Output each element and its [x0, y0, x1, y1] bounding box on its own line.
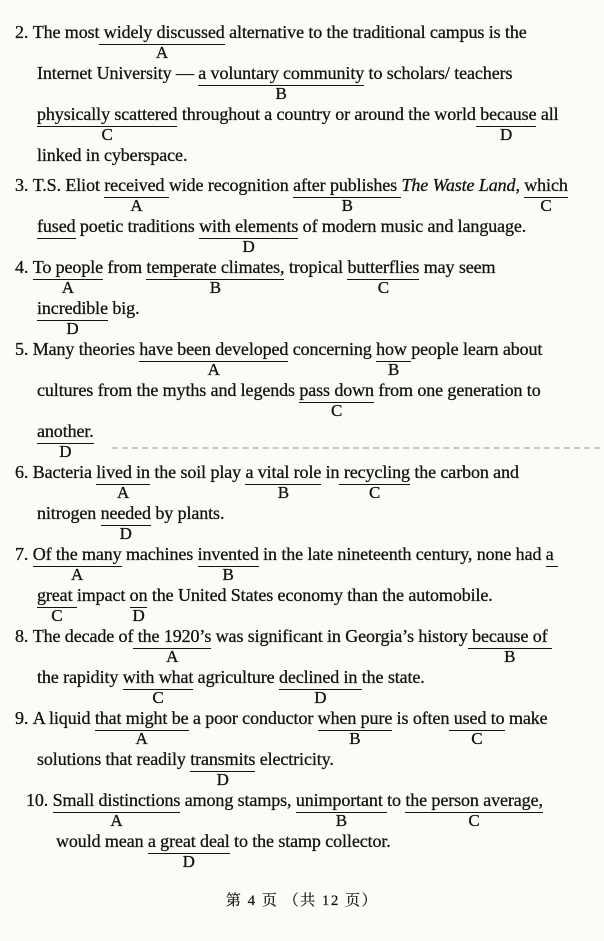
question-number: 5. [15, 339, 33, 359]
question-line-first [0, 256, 604, 297]
text-segment: Bacteria [32, 462, 97, 482]
text-segment: Internet University — [37, 63, 199, 83]
question-number: 3. [15, 175, 33, 195]
question-number: 9. [15, 708, 33, 728]
question-number: 2. [15, 22, 33, 42]
option-label-D: D [216, 770, 229, 789]
underline-text: unimportant [295, 790, 388, 810]
option-label-C: C [152, 688, 164, 707]
underline-text: temperate climates, [146, 257, 285, 277]
text-segment: people learn about [411, 339, 543, 359]
option-label-B: B [209, 278, 222, 297]
underline-text: declined in [278, 667, 362, 687]
text-segment: agriculture [193, 667, 279, 687]
question-line [0, 215, 604, 256]
option-label-D: D [66, 319, 79, 338]
question-number: 8. [15, 626, 33, 646]
option-label-C: C [471, 729, 483, 748]
underline-text: fused [37, 216, 76, 236]
underline-text: a vital role [245, 462, 322, 482]
text-segment: from one generation to [373, 380, 541, 400]
underline-text: a [545, 544, 559, 564]
text-segment: linked in cyberspace. [37, 145, 188, 165]
underline-text: which [524, 175, 568, 195]
question-line [0, 830, 604, 871]
text-segment: by plants. [150, 503, 225, 523]
option-label-B: B [341, 196, 353, 215]
text-segment: is often [392, 708, 450, 728]
text-segment: tropical [284, 257, 348, 277]
underlined-phrase [37, 584, 77, 625]
underline-text: lived in [96, 462, 150, 482]
option-label-D: D [119, 524, 132, 543]
underlined-phrase [32, 543, 122, 584]
underline-text: how [376, 339, 412, 359]
text-segment: wide recognition [168, 175, 294, 195]
question-line [0, 502, 604, 543]
question-number: 10. [26, 790, 53, 810]
text-segment: cultures from the myths and legends [37, 380, 300, 400]
question [0, 707, 604, 789]
question [0, 256, 604, 338]
underlined-phrase [317, 707, 393, 748]
text-segment: electricity. [255, 749, 334, 769]
text-segment: to the stamp collector. [229, 831, 391, 851]
underlined-phrase [245, 461, 322, 502]
question [0, 21, 604, 167]
text-segment: in the late nineteenth century, none had [258, 544, 546, 564]
option-label-B: B [275, 84, 287, 103]
question-line [0, 584, 604, 625]
underlined-phrase [299, 379, 374, 420]
underline-text: transmits [190, 749, 256, 769]
underlined-phrase [94, 707, 189, 748]
underline-text: great [37, 585, 77, 605]
option-label-A: A [207, 360, 220, 379]
question [0, 789, 604, 871]
underlined-phrase [475, 103, 537, 144]
underline-text: recycling [339, 462, 410, 482]
text-segment: may seem [419, 257, 496, 277]
underlined-phrase [293, 174, 402, 215]
option-label-D: D [132, 606, 145, 625]
option-label-B: B [222, 565, 234, 584]
text-segment: to scholars/ teachers [364, 63, 513, 83]
option-label-C: C [330, 401, 343, 420]
underlined-phrase [146, 256, 285, 297]
underlined-phrase [347, 256, 420, 297]
underlined-phrase [199, 215, 299, 256]
underline-text: when pure [317, 708, 393, 728]
underlined-phrase [405, 789, 543, 830]
option-label-C: C [468, 811, 480, 830]
option-label-C: C [101, 125, 113, 144]
underlined-phrase [449, 707, 505, 748]
question [0, 461, 604, 543]
underline-text: Small distinctions [52, 790, 181, 810]
question-line-first [0, 707, 604, 748]
underline-text: the 1920’s [133, 626, 212, 646]
question-number: 6. [15, 462, 33, 482]
scan-artifact-line [112, 447, 600, 449]
option-label-A: A [110, 811, 123, 830]
question-line-first [0, 625, 604, 666]
underlined-phrase [37, 103, 178, 144]
text-segment: make [504, 708, 548, 728]
option-label-A: A [116, 483, 130, 502]
underline-text: that might be [94, 708, 189, 728]
question-line-first [0, 461, 604, 502]
option-label-A: A [61, 278, 74, 297]
question [0, 338, 604, 461]
underline-text: widely discussed [99, 22, 225, 42]
underline-text: after publishes [293, 175, 402, 195]
underline-text: Of the many [32, 544, 122, 564]
text-segment: The Waste Land [401, 175, 516, 195]
option-label-C: C [51, 606, 63, 625]
underline-text: used to [449, 708, 505, 728]
underline-text: invented [197, 544, 259, 564]
option-label-B: B [387, 360, 400, 379]
underline-text: incredible [37, 298, 108, 318]
question-number: 4. [15, 257, 33, 277]
underlined-phrase [198, 62, 365, 103]
text-segment: to [387, 790, 406, 810]
underlined-phrase [147, 830, 230, 871]
question-line-first [0, 21, 604, 62]
underlined-phrase [122, 666, 194, 707]
text-segment: the rapidity [37, 667, 123, 687]
text-segment: nitrogen [37, 503, 101, 523]
underlined-phrase [99, 21, 225, 62]
option-label-B: B [277, 483, 290, 502]
underlined-phrase [32, 256, 104, 297]
text-segment: in [321, 462, 340, 482]
question [0, 174, 604, 256]
underlined-phrase [133, 625, 212, 666]
underlined-phrase [546, 543, 558, 567]
text-segment: from [103, 257, 147, 277]
option-label-A: A [135, 729, 148, 748]
text-segment: concerning [288, 339, 377, 359]
text-segment: the United States economy than the automobile. [147, 585, 493, 605]
text-segment: the soil play [149, 462, 246, 482]
text-segment: Many theories [32, 339, 140, 359]
underlined-phrase [376, 338, 412, 379]
text-segment: , [515, 175, 525, 195]
underlined-phrase [104, 174, 169, 215]
text-segment: big. [107, 298, 140, 318]
text-segment: was significant in Georgia’s history [211, 626, 468, 646]
text-segment: solutions that readily [37, 749, 191, 769]
question [0, 543, 604, 625]
option-label-D: D [499, 125, 513, 144]
text-segment: all [536, 104, 559, 124]
option-label-C: C [377, 278, 390, 297]
question-number: 7. [15, 544, 33, 564]
text-segment: alternative to the traditional campus is the [224, 22, 527, 42]
text-segment: throughout a country or around the world [177, 104, 476, 124]
underline-text: a voluntary community [198, 63, 365, 83]
text-segment: T.S. Eliot [32, 175, 105, 195]
underline-text: physically scattered [37, 104, 178, 124]
question-line [0, 666, 604, 707]
question-line-first [0, 789, 604, 830]
underlined-phrase [37, 297, 108, 338]
question-line-first [0, 338, 604, 379]
text-segment: of modern music and language. [298, 216, 527, 236]
question-line [0, 103, 604, 144]
question-line [0, 379, 604, 420]
text-segment: a poor conductor [188, 708, 318, 728]
underlined-phrase [139, 338, 289, 379]
underlined-phrase [52, 789, 181, 830]
underlined-phrase [467, 625, 552, 666]
option-label-A: A [166, 647, 179, 666]
underline-text: with what [122, 667, 194, 687]
underline-text: the person average, [405, 790, 543, 810]
underline-text: another. [37, 421, 94, 441]
option-label-A: A [130, 196, 143, 215]
underlined-phrase [190, 748, 256, 789]
text-segment: the state. [361, 667, 425, 687]
option-label-C: C [540, 196, 552, 215]
option-label-D: D [314, 688, 327, 707]
text-segment: poetic traditions [75, 216, 200, 236]
underlined-phrase [100, 502, 151, 543]
underlined-phrase [295, 789, 388, 830]
option-label-C: C [369, 483, 381, 502]
question-line [0, 62, 604, 103]
underline-text: butterflies [347, 257, 420, 277]
question-line [0, 420, 604, 461]
underlined-phrase [37, 215, 76, 239]
underline-text: needed [100, 503, 151, 523]
question-line-first [0, 174, 604, 215]
underline-text: received [104, 175, 169, 195]
option-label-B: B [504, 647, 516, 666]
text-segment: the carbon and [409, 462, 519, 482]
text-segment: machines [121, 544, 198, 564]
underlined-phrase [96, 461, 150, 502]
underlined-phrase [278, 666, 362, 707]
underlined-phrase [37, 420, 94, 461]
text-segment: The most [32, 22, 100, 42]
question-line-first [0, 543, 604, 584]
underline-text: on [129, 585, 148, 605]
underline-text: pass down [299, 380, 374, 400]
underline-text: have been developed [139, 339, 289, 359]
option-label-D: D [59, 442, 72, 461]
option-label-A: A [71, 565, 84, 584]
text-segment: A liquid [32, 708, 95, 728]
question [0, 625, 604, 707]
underline-text: To people [32, 257, 104, 277]
text-segment: impact [76, 585, 130, 605]
option-label-B: B [335, 811, 348, 830]
question-line [0, 748, 604, 789]
text-segment: would mean [56, 831, 148, 851]
text-segment: The decade of [32, 626, 134, 646]
page-footer: 第 4 页 （共 12 页） [225, 893, 379, 909]
underlined-phrase [197, 543, 259, 584]
underline-text: with elements [199, 216, 299, 236]
underlined-phrase [524, 174, 568, 215]
underlined-phrase [339, 461, 410, 502]
question-line [0, 297, 604, 338]
option-label-D: D [242, 237, 255, 256]
option-label-B: B [349, 729, 361, 748]
underline-text: because of [467, 626, 552, 646]
option-label-D: D [182, 852, 195, 871]
option-label-A: A [155, 43, 169, 62]
underline-text: because [475, 104, 537, 124]
underline-text: a great deal [147, 831, 230, 851]
underlined-phrase [129, 584, 148, 625]
question-line [0, 144, 604, 167]
text-segment: among stamps, [180, 790, 296, 810]
